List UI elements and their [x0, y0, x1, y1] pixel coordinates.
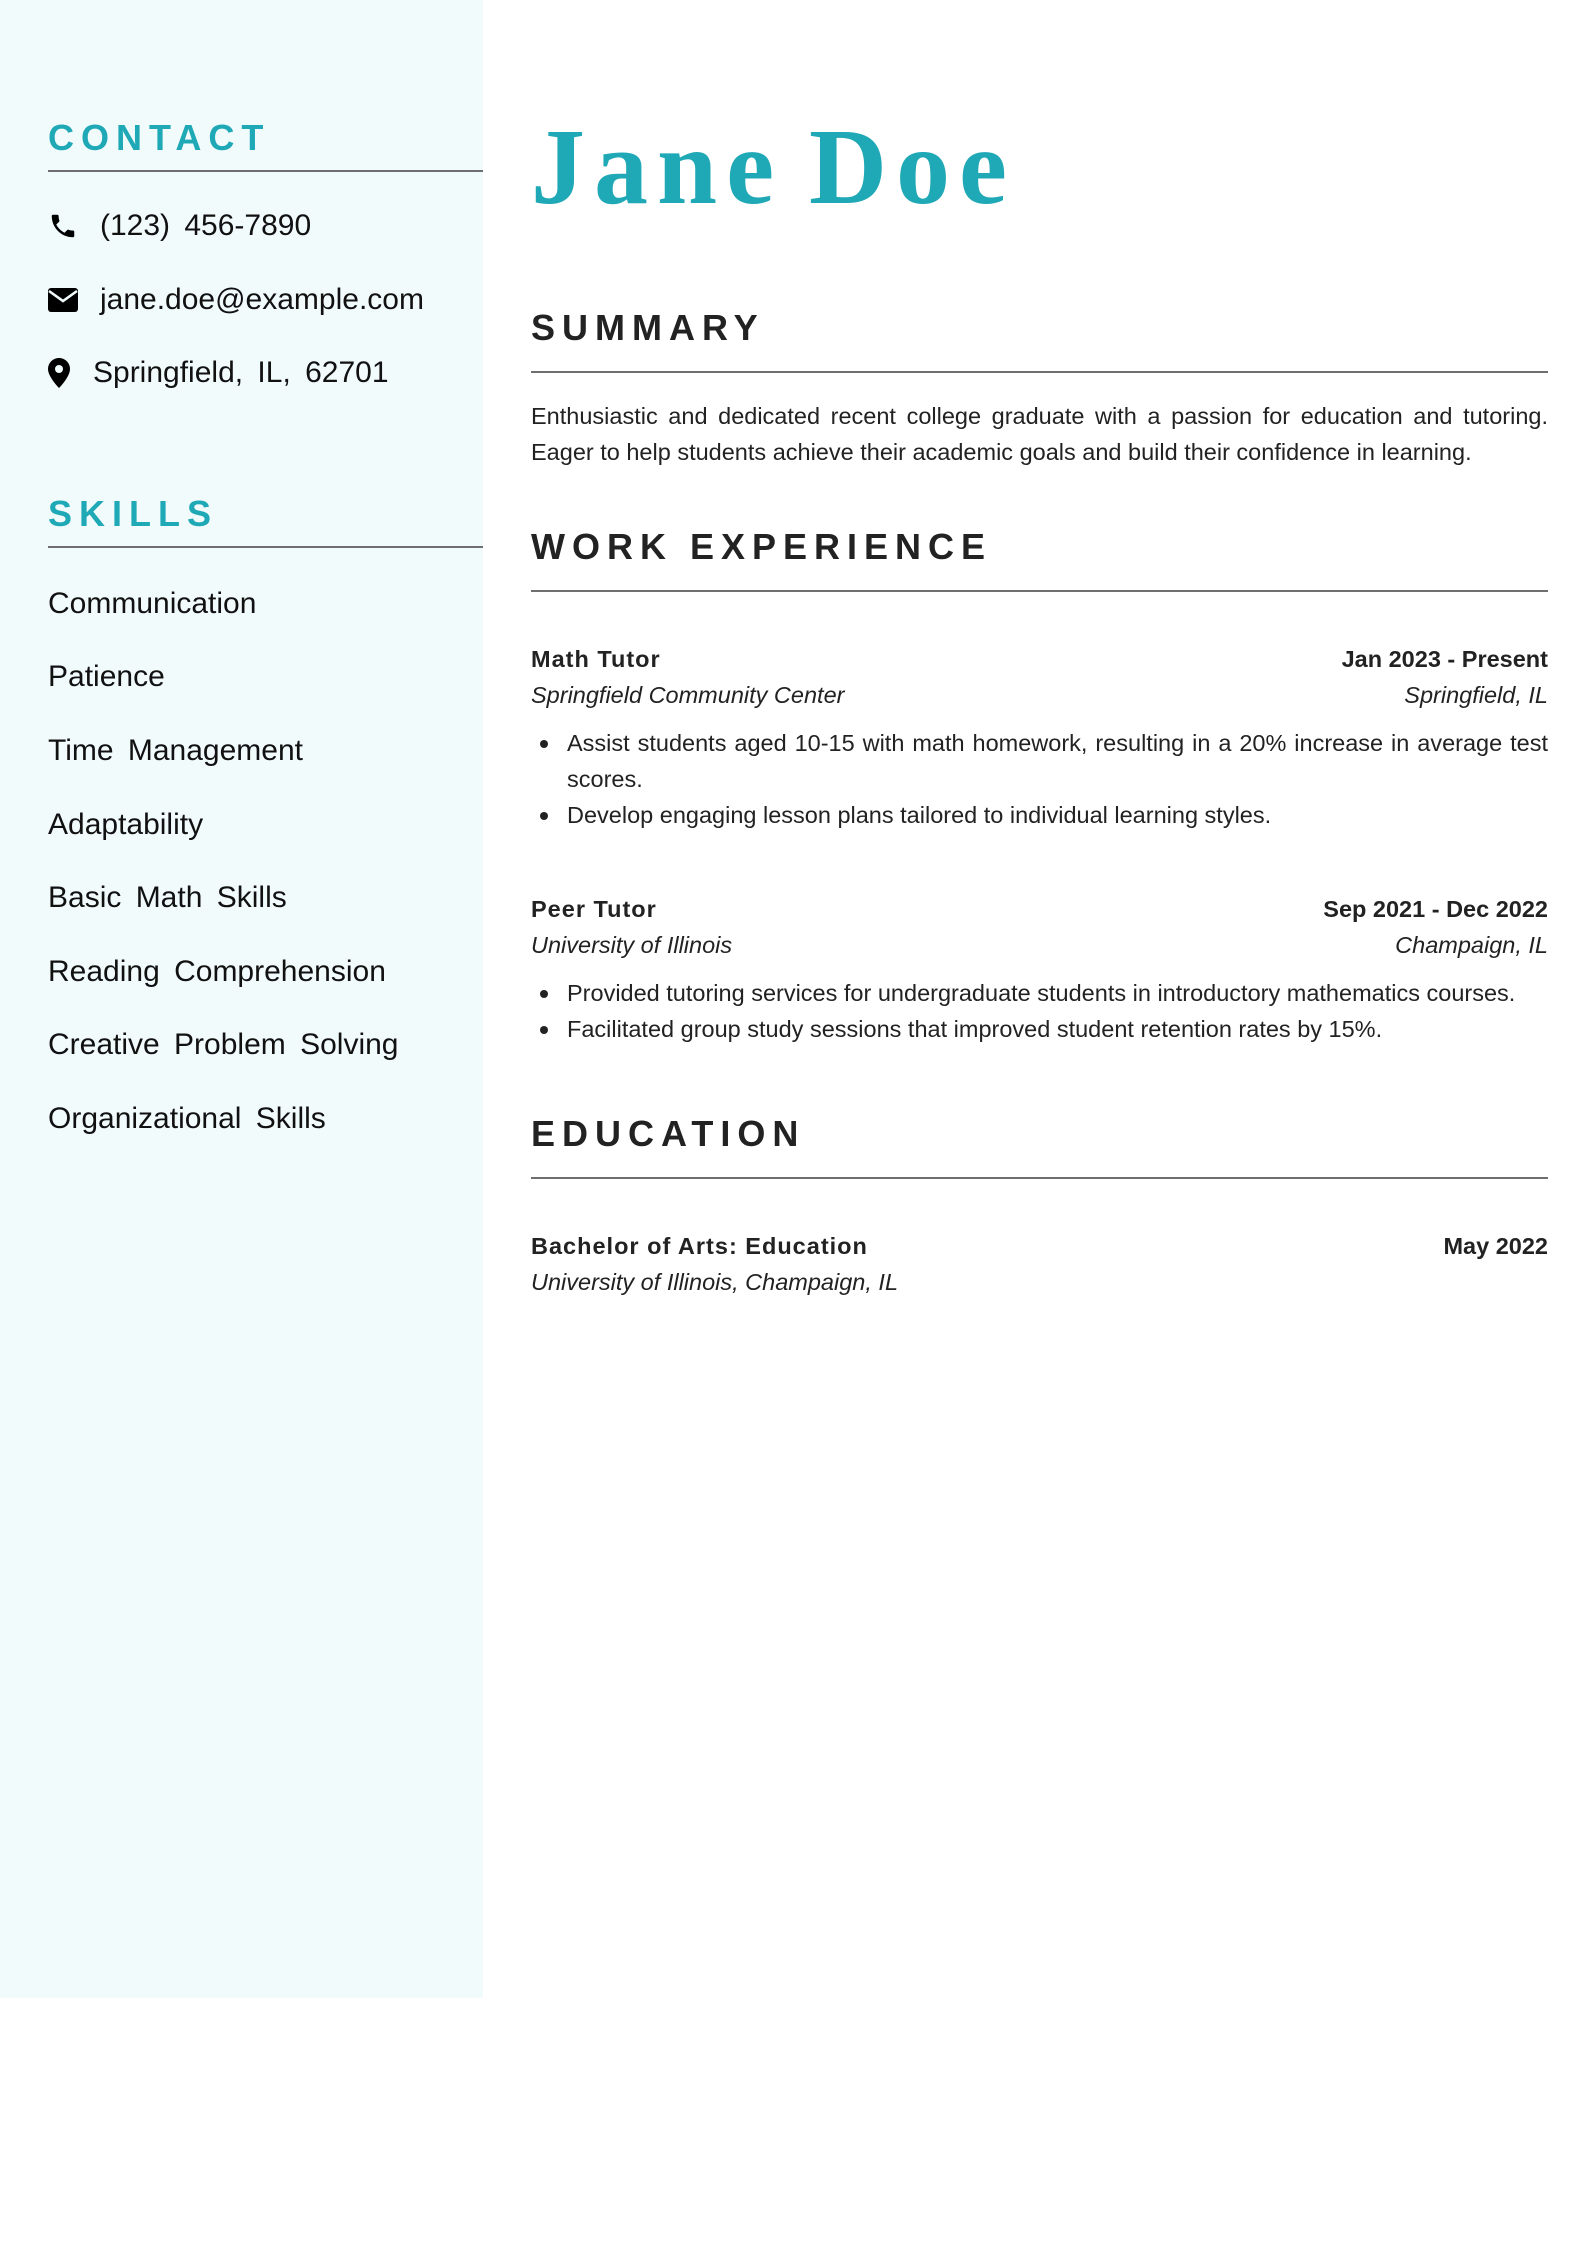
job-org-row — [531, 677, 1548, 713]
work-experience-heading: WORK EXPERIENCE — [531, 526, 993, 567]
summary-text: Enthusiastic and dedicated recent college graduate with a passion for education and tutoring. Eager to help students achieve their academic goals and build their confidence in learning. — [531, 403, 1548, 465]
job-bullets — [531, 725, 1548, 833]
skills-heading: SKILLS — [48, 493, 219, 534]
job-location: Springfield, IL — [1404, 681, 1548, 708]
contact-heading: CONTACT — [48, 117, 271, 158]
skill-item: Reading Comprehension — [48, 955, 386, 988]
job-org: University of Illinois — [531, 931, 733, 958]
skill-item: Basic Math Skills — [48, 881, 287, 914]
candidate-name — [531, 108, 1016, 228]
sidebar — [0, 0, 483, 1998]
summary-heading: SUMMARY — [531, 307, 765, 348]
job-bullet: Provided tutoring services for undergraduate students in introductory mathematics courses. — [531, 975, 1548, 1011]
skill-item: Creative Problem Solving — [48, 1028, 399, 1061]
education-school-row — [531, 1264, 1548, 1300]
job-bullet: Develop engaging lesson plans tailored to individual learning styles. — [531, 797, 1548, 833]
contact-location — [48, 353, 389, 393]
job-location: Champaign, IL — [1395, 931, 1548, 958]
contact-phone[interactable] — [48, 206, 311, 246]
contact-section — [48, 112, 483, 389]
education-header — [531, 1228, 1548, 1264]
skill-item: Organizational Skills — [48, 1102, 326, 1135]
first-name: Jane — [531, 108, 783, 227]
degree: Bachelor of Arts: Education — [531, 1232, 868, 1259]
school: University of Illinois, Champaign, IL — [531, 1268, 899, 1295]
education-heading: EDUCATION — [531, 1113, 806, 1154]
skill-item: Time Management — [48, 734, 303, 767]
map-pin-icon — [48, 358, 70, 388]
location-text: Springfield, IL, 62701 — [93, 356, 389, 389]
work-experience-divider — [531, 590, 1548, 592]
graduation-date: May 2022 — [1443, 1232, 1548, 1259]
summary-divider — [531, 371, 1548, 373]
job-bullets — [531, 975, 1548, 1047]
job-bullet: Facilitated group study sessions that improved student retention rates by 15%. — [531, 1011, 1548, 1047]
contact-divider — [48, 170, 483, 172]
skills-divider — [48, 546, 483, 548]
last-name: Doe — [809, 108, 1016, 227]
contact-email[interactable] — [48, 280, 424, 320]
envelope-icon — [48, 288, 78, 312]
job-title: Peer Tutor — [531, 895, 657, 922]
job-dates: Jan 2023 - Present — [1341, 645, 1548, 672]
skills-section — [48, 488, 483, 1135]
email-text: jane.doe@example.com — [100, 283, 424, 316]
job-bullet: Assist students aged 10-15 with math homework, resulting in a 20% increase in average test scores. — [531, 725, 1548, 797]
skill-item: Communication — [48, 587, 257, 620]
phone-text: (123) 456-7890 — [100, 209, 312, 242]
job-header — [531, 891, 1548, 927]
phone-icon — [48, 211, 78, 241]
skill-item: Adaptability — [48, 808, 204, 841]
job-title: Math Tutor — [531, 645, 661, 672]
education-divider — [531, 1177, 1548, 1179]
job-org: Springfield Community Center — [531, 681, 845, 708]
job-dates: Sep 2021 - Dec 2022 — [1323, 895, 1548, 922]
job-header — [531, 641, 1548, 677]
job-org-row — [531, 927, 1548, 963]
skill-item: Patience — [48, 660, 165, 693]
